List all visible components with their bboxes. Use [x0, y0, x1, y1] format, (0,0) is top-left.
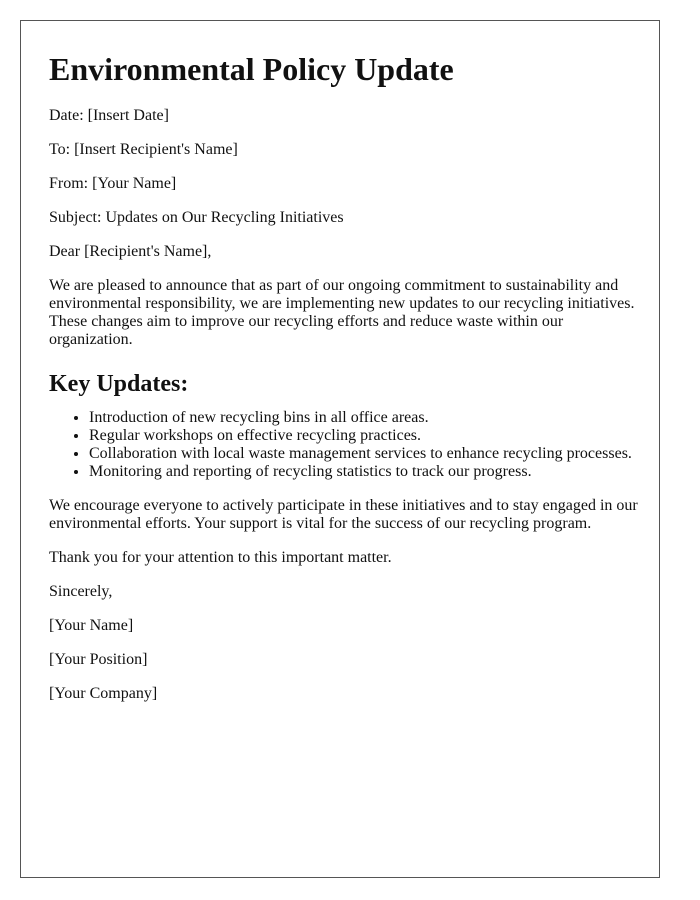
signature-name: [Your Name] [49, 617, 134, 634]
intro-paragraph: We are pleased to announce that as part of our ongoing commitment to sustainability and environmental responsibility, we are implementing new updates to our recycling initiatives. These changes aim to improve our recycling efforts and reduce waste within our organization. [49, 277, 635, 348]
encouragement-paragraph: We encourage everyone to actively participate in these initiatives and to stay engaged in our environmental efforts. Your support is vital for the success of our recycling program. [49, 497, 638, 532]
list-item: • Collaboration with local waste management services to enhance recycling processes. [89, 445, 639, 463]
key-updates-heading: Key Updates: [49, 371, 189, 397]
recipient-line: To: [Insert Recipient's Name] [49, 141, 238, 158]
signature-company: [Your Company] [49, 685, 158, 702]
sender-line: From: [Your Name] [49, 175, 177, 192]
letter-page [20, 20, 660, 878]
signature-position: [Your Position] [49, 651, 148, 668]
list-item: • Regular workshops on effective recycling practices. [89, 427, 639, 445]
closing: Sincerely, [49, 583, 113, 600]
date-line: Date: [Insert Date] [49, 107, 169, 124]
letter-title: Environmental Policy Update [49, 51, 454, 87]
salutation: Dear [Recipient's Name], [49, 243, 212, 260]
key-updates-list [49, 409, 639, 481]
thanks-paragraph: Thank you for your attention to this important matter. [49, 549, 392, 566]
list-item: • Introduction of new recycling bins in all office areas. [89, 409, 639, 427]
letter-content [49, 49, 639, 703]
subject-line: Subject: Updates on Our Recycling Initiatives [49, 209, 344, 226]
list-item: • Monitoring and reporting of recycling statistics to track our progress. [89, 463, 639, 481]
